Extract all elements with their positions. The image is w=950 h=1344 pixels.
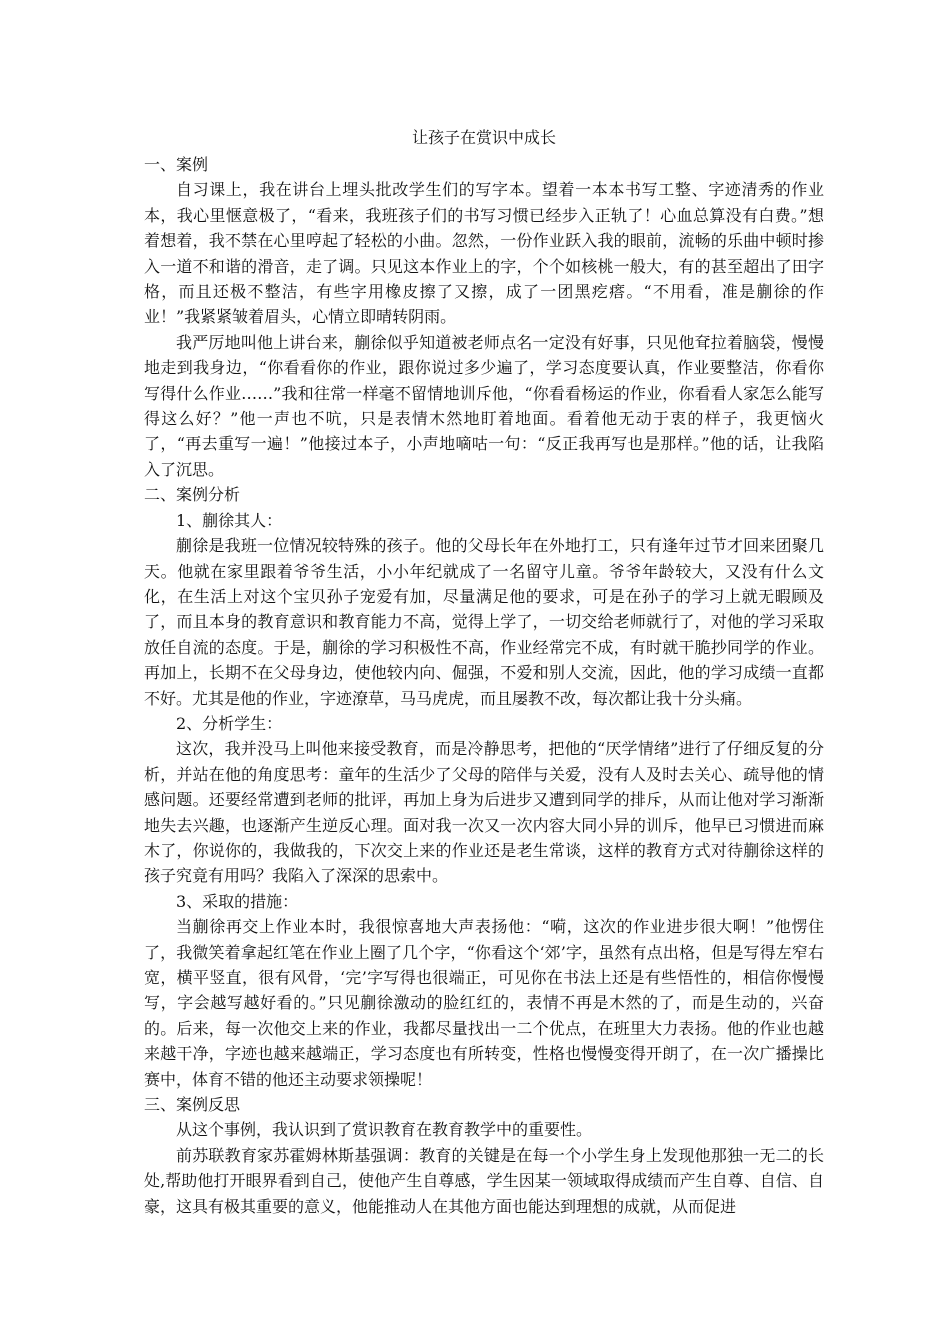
document-title: 让孩子在赏识中成长 <box>411 128 556 147</box>
paragraph: 这次，我并没马上叫他来接受教育，而是冷静思考，把他的“厌学情绪”进行了仔细反复的分析，并站在他的角度思考：童年的生活少了父母的陪伴与关爱，没有人及时去关心、疏导他的情感问题。还要经常遭到老师的批评，再加上身为后进步又遭到同学的排斥，从而让他对学习渐渐地失去兴趣，也逐渐产生逆反心理。面对我一次又一次内容大同小异的训斥，他早已习惯进而麻木了，你说你的，我做我的，下次交上来的作业还是老生常谈，这样的教育方式对待蒯徐这样的孩子究竟有用吗？我陷入了深深的思索中。 <box>144 739 824 886</box>
paragraph: 自习课上，我在讲台上埋头批改学生们的写字本。望着一本本书写工整、字迹清秀的作业本，我心里惬意极了，“看来，我班孩子们的书写习惯已经步入正轨了！心血总算没有白费。”想着想着，我不禁在心里哼起了轻松的小曲。忽然，一份作业跃入我的眼前，流畅的乐曲中顿时掺入一道不和谐的滑音，走了调。只见这本作业上的字，个个如核桃一般大，有的甚至超出了田字格，而且还极不整洁，有些字用橡皮擦了又擦，成了一团黑疙瘩。“不用看，准是蒯徐的作业！”我紧紧皱着眉头，心情立即晴转阴雨。 <box>144 180 824 327</box>
paragraph: 从这个事例，我认识到了赏识教育在教育教学中的重要性。 <box>176 1120 593 1140</box>
subheading-analyze-student: 2、分析学生： <box>176 713 283 733</box>
section-heading-analysis: 二、案例分析 <box>144 485 241 505</box>
subheading-about-student: 1、蒯徐其人： <box>176 510 283 530</box>
document-page <box>144 124 824 1219</box>
paragraph: 当蒯徐再交上作业本时，我很惊喜地大声表扬他：“嗬，这次的作业进步很大啊！”他愣住了，我微笑着拿起红笔在作业上圈了几个字，“你看这个‘郊’字，虽然有点出格，但是写得左窄右宽，横平竖直，很有风骨，‘完’字写得也很端正，可见你在书法上还是有些悟性的，相信你慢慢写，字会越写越好看的。”只见蒯徐激动的脸红红的，表情不再是木然的了，而是生动的，兴奋的。后来，每一次他交上来的作业，我都尽量找出一二个优点，在班里大力表扬。他的作业也越来越干净，字迹也越来越端正，学习态度也有所转变，性格也慢慢变得开朗了，在一次广播操比赛中，体育不错的他还主动要求领操呢！ <box>144 917 824 1089</box>
section-heading-case: 一、案例 <box>144 155 209 174</box>
section-heading-reflection: 三、案例反思 <box>144 1095 241 1115</box>
paragraph: 我严厉地叫他上讲台来，蒯徐似乎知道被老师点名一定没有好事，只见他耷拉着脑袋，慢慢地走到我身边，“你看看你的作业，跟你说过多少遍了，学习态度要认真，作业要整洁，你看你写得什么作业……”我和往常一样毫不留情地训斥他，“你看看杨运的作业，你看看人家怎么能写得这么好？”他一声也不吭，只是表情木然地盯着地面。看着他无动于衷的样子，我更恼火了，“再去重写一遍！”他接过本子，小声地嘀咕一句：“反正我再写也是那样。”他的话，让我陷入了沉思。 <box>144 332 824 479</box>
paragraph: 蒯徐是我班一位情况较特殊的孩子。他的父母长年在外地打工，只有逢年过节才回来团聚几天。他就在家里跟着爷爷生活，小小年纪就成了一名留守儿童。爷爷年龄较大，又没有什么文化，在生活上对这个宝贝孙子宠爱有加，尽量满足他的要求，可是在孙子的学习上就无暇顾及了，而且本身的教育意识和教育能力不高，觉得上学了，一切交给老师就行了，对他的学习采取放任自流的态度。于是，蒯徐的学习积极性不高，作业经常完不成，有时就干脆抄同学的作业。再加上，长期不在父母身边，使他较内向、倔强，不爱和别人交流，因此，他的学习成绩一直都不好。尤其是他的作业，字迹潦草，马马虎虎，而且屡教不改，每次都让我十分头痛。 <box>144 536 824 708</box>
paragraph: 前苏联教育家苏霍姆林斯基强调：教育的关键是在每一个小学生身上发现他那独一无二的长处,帮助他打开眼界看到自己，使他产生自尊感，学生因某一领域取得成绩而产生自尊、自信、自豪，这具有极其重要的意义，他能推动人在其他方面也能达到理想的成就，从而促进 <box>144 1145 824 1216</box>
subheading-measures: 3、采取的措施： <box>176 891 299 911</box>
